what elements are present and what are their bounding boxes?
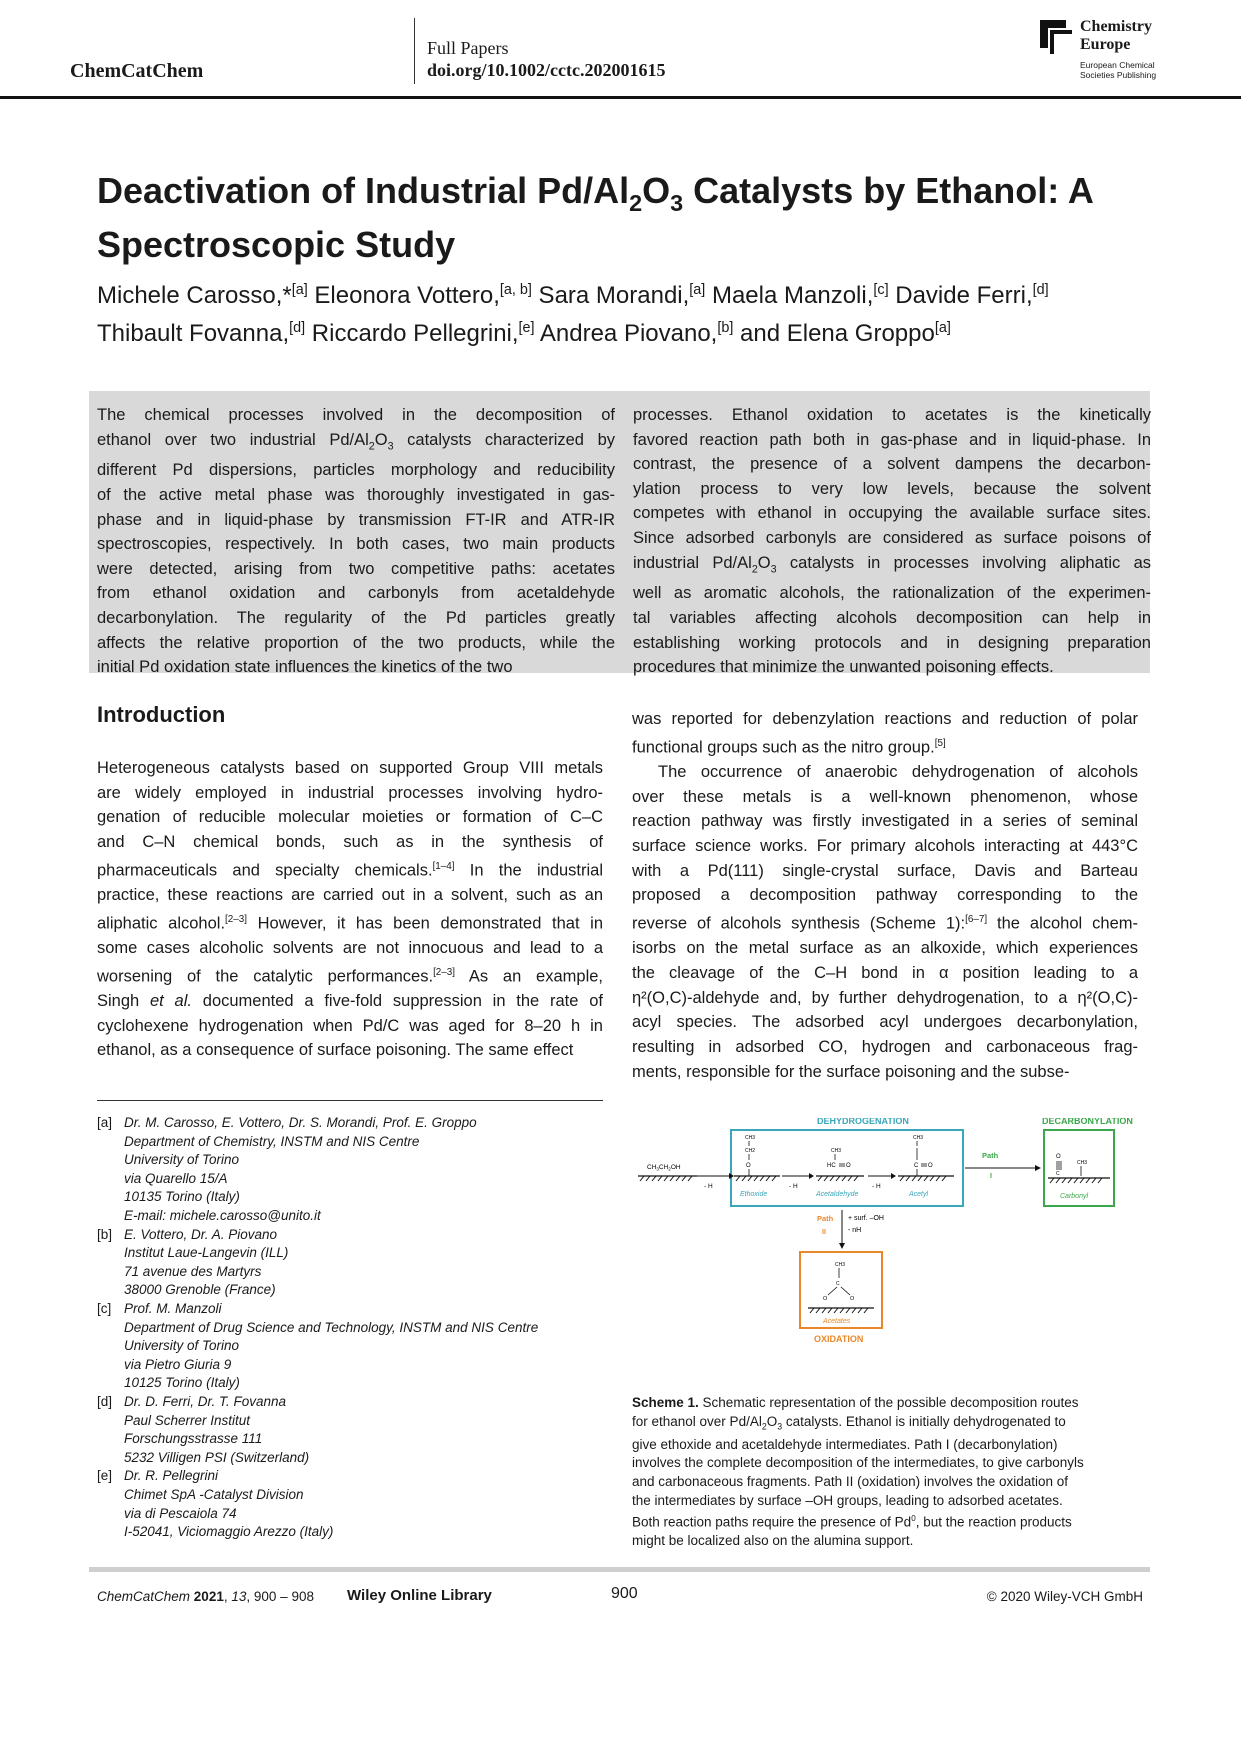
text-line: from ethanol oxidation and carbonyls from acetaldehyde <box>97 584 615 603</box>
author-line <box>97 312 1157 350</box>
text-line: different Pd dispersions, particles morphology and reducibility <box>97 461 615 480</box>
author-name: Riccardo Pellegrini, <box>305 320 519 347</box>
affiliation-line: University of Torino <box>124 1152 240 1168</box>
text-line: surface science works. For primary alcohols interacting at 443°C <box>632 837 1138 856</box>
header-divider <box>414 18 415 84</box>
affiliation-line: Department of Drug Science and Technology, INSTM and NIS Centre <box>124 1319 539 1335</box>
text-line: cyclohexene hydrogenation when Pd/C was aged for 8–20 h in <box>97 1016 603 1035</box>
affiliation-line: Dr. M. Carosso, E. Vottero, Dr. S. Morandi, Prof. E. Groppo <box>124 1115 477 1130</box>
affiliation-line: via Quarello 15/A <box>124 1170 228 1186</box>
author-affiliation: [a] <box>291 282 308 298</box>
logo-line2: Europe <box>1080 36 1131 53</box>
footer-year: 2021 <box>193 1589 224 1604</box>
path2-label: Path <box>817 1214 834 1223</box>
formula-o: O <box>823 1296 828 1302</box>
footer-pages: 900 – 908 <box>253 1589 314 1604</box>
text-line: The occurrence of anaerobic dehydrogenation of alcohols <box>658 762 1138 781</box>
title-line2: Spectroscopic Study <box>97 224 456 266</box>
text-line: favored reaction path both in gas-phase and in liquid-phase. In <box>633 430 1151 449</box>
acetaldehyde-label: Acetaldehyde <box>816 1191 859 1198</box>
title-sub: 2 <box>629 190 643 217</box>
formula-o: O <box>928 1163 933 1169</box>
minus-nh-label: - nH <box>848 1227 862 1234</box>
author-name: Maela Manzoli, <box>705 282 874 309</box>
caption-line: for ethanol over $Pd/Al_2O_3$ catalysts. Ethanol is initially dehydrogenated to <box>632 1413 1066 1432</box>
title-sub: 3 <box>670 190 684 217</box>
author-affiliation: [e] <box>518 320 535 336</box>
text-line: were detected, arising from two competitive paths: acetates <box>97 559 615 578</box>
acetyl-label: Acetyl <box>909 1191 929 1198</box>
author-affiliation: [d] <box>289 320 306 336</box>
surface-hatch <box>736 1176 776 1181</box>
text-line: functional groups such as the nitro group.[5] <box>632 737 946 757</box>
caption-line: Both reaction paths require the presence of Pd$^0$, but the reaction products <box>632 1514 1072 1530</box>
affiliation-line: Chimet SpA -Catalyst Division <box>124 1486 304 1502</box>
chemistry-europe-logo-icon <box>1040 20 1074 56</box>
text-line: procedures that minimize the unwanted poisoning effects. <box>633 658 1054 677</box>
oxidation-label: OXIDATION <box>814 1334 864 1344</box>
text-line: The chemical processes involved in the decomposition of <box>97 406 615 424</box>
affiliation-line: Forschungsstrasse 111 <box>124 1431 263 1447</box>
path2-num: II <box>822 1229 826 1236</box>
reactant-label: $CH_3CH_2OH$ <box>647 1164 681 1172</box>
affiliation-line: 38000 Grenoble (France) <box>124 1282 276 1298</box>
affiliation-line: 10135 Torino (Italy) <box>124 1189 240 1205</box>
text-line: over these metals is a well-known phenomenon, whose <box>632 787 1138 806</box>
author-name: Sara Morandi, <box>531 282 690 309</box>
text-line: acyl species. The adsorbed acyl undergoes decarbonylation, <box>632 1013 1138 1032</box>
author-name: Thibault Fovanna, <box>97 320 290 347</box>
affiliation-line: via Pietro Giuria 9 <box>124 1356 232 1372</box>
wiley-online-library-link[interactable]: Wiley Online Library <box>347 1587 492 1604</box>
text-line: contrast, the presence of a solvent dampens the decarbon- <box>633 455 1151 474</box>
intro-right-column <box>632 707 1138 1085</box>
affiliation-tag: [c] <box>97 1301 112 1316</box>
page-number: 900 <box>611 1585 638 1602</box>
affiliation-line: E. Vottero, Dr. A. Piovano <box>124 1226 278 1242</box>
dehydrogenation-label: DEHYDROGENATION <box>817 1118 909 1126</box>
scheme-1-figure <box>632 1118 1142 1368</box>
email-link[interactable]: E-mail: michele.carosso@unito.it <box>124 1208 321 1223</box>
text-line: practice, these reactions are carried out in a solvent, such as an <box>97 886 603 905</box>
author-name: Michele Carosso,* <box>97 282 292 309</box>
formula-ch3: CH3 <box>1077 1160 1088 1166</box>
text-line: ethanol, as a consequence of surface poisoning. The same effect <box>97 1041 574 1060</box>
formula-o: O <box>746 1163 751 1169</box>
text-line: ments, responsible for the surface poisoning and the subse- <box>632 1062 1070 1081</box>
formula-hc: HC <box>827 1163 836 1169</box>
surf-oh-label: + surf. –OH <box>848 1215 884 1222</box>
caption-line: Scheme 1. Schematic representation of the possible decomposition routes <box>632 1395 1079 1410</box>
affiliation-line: 10125 Torino (Italy) <box>124 1375 240 1391</box>
text-line: phase and in liquid-phase by transmission FT-IR and ATR-IR <box>97 510 615 529</box>
text-line: aliphatic alcohol.[2–3] However, it has been demonstrated that in <box>97 913 603 933</box>
text-line: reverse of alcohols synthesis (Scheme 1):[6–7] the alcohol chem- <box>632 914 1138 933</box>
text-line: affects the relative proportion of the two products, while the <box>97 633 615 652</box>
footnote-rule <box>97 1100 603 1101</box>
formula-ch3: CH3 <box>745 1135 756 1141</box>
author-name: and Elena Groppo <box>733 320 935 347</box>
text-line: processes. Ethanol oxidation to acetates is the kinetically <box>633 406 1151 424</box>
affiliation-line: Prof. M. Manzoli <box>124 1301 222 1316</box>
journal-name: ChemCatChem <box>70 60 204 82</box>
logo-sub1: European Chemical <box>1080 60 1155 70</box>
affiliation-line: Dr. R. Pellegrini <box>124 1468 219 1484</box>
arrow-head <box>1035 1165 1041 1171</box>
text-line: Heterogeneous catalysts based on supported Group VIII metals <box>97 759 603 777</box>
minus-h-label: - H <box>704 1183 713 1190</box>
affiliation-line: Paul Scherrer Institut <box>124 1412 251 1428</box>
text-line: the cleavage of the C–H bond in α position leading to a <box>632 964 1138 983</box>
title-part: Catalysts by Ethanol: A <box>683 170 1094 211</box>
text-line: η²(O,C)-aldehyde and, by further dehydrogenation, to a η²(O,C)- <box>632 988 1138 1007</box>
doi-link[interactable]: doi.org/10.1002/cctc.202001615 <box>427 60 666 80</box>
surface-hatch <box>1050 1178 1102 1183</box>
intro-left-column <box>97 756 603 1063</box>
decarbonylation-label: DECARBONYLATION <box>1042 1118 1133 1126</box>
author-affiliation: [a, b] <box>499 282 532 298</box>
arrow-head <box>839 1243 845 1249</box>
text-line: ylation process to very low levels, because the solvent <box>633 479 1151 498</box>
bond <box>828 1287 837 1295</box>
text-line: of the active metal phase was thoroughly investigated in gas- <box>97 486 615 505</box>
author-name: Eleonora Vottero, <box>307 282 500 309</box>
text-line: industrial $Pd/Al_2O_3$ catalysts in processes involving aliphatic as <box>633 553 1151 575</box>
arrow-head <box>809 1173 814 1179</box>
logo-line1: Chemistry <box>1080 18 1152 35</box>
path1-label: Path <box>982 1151 999 1160</box>
text-line: tal variables affecting alcohols decomposition can help in <box>633 609 1151 628</box>
abstract-left-column <box>97 403 615 680</box>
acetates-label: Acetates <box>823 1318 851 1325</box>
footer-bar <box>89 1567 1150 1572</box>
formula-o: O <box>846 1163 851 1169</box>
affiliation-tag: [a] <box>97 1115 113 1130</box>
footer-journal: ChemCatChem <box>97 1589 191 1604</box>
caption-line: involves the complete decomposition of the intermediates, to give carbonyls <box>632 1455 1084 1471</box>
formula-ch3: CH3 <box>831 1148 842 1154</box>
affiliation-line: Dr. D. Ferri, Dr. T. Fovanna <box>124 1394 287 1409</box>
caption-line: and carbonaceous fragments. Path II (oxidation) involves the oxidation of <box>632 1474 1069 1490</box>
text-line: was reported for debenzylation reactions and reduction of polar <box>632 710 1138 728</box>
author-line <box>97 274 1157 312</box>
text-line: genation of reducible molecular moieties or formation of C–C <box>97 808 603 827</box>
text-line: initial Pd oxidation state influences the kinetics of the two <box>97 658 513 677</box>
text-line: are widely employed in industrial processes involving hydro- <box>97 783 603 802</box>
minus-h-label: - H <box>872 1183 881 1190</box>
affiliation-line: Department of Chemistry, INSTM and NIS Centre <box>124 1133 420 1149</box>
ethoxide-label: Ethoxide <box>740 1191 768 1198</box>
author-list <box>97 274 1157 350</box>
author-affiliation: [d] <box>1032 282 1049 298</box>
text-line: well as aromatic alcohols, the rationalization of the experimen- <box>633 584 1151 603</box>
affiliation-line: I-52041, Viciomaggio Arezzo (Italy) <box>124 1524 334 1540</box>
text-line: ethanol over two industrial $Pd/Al_2O_3$ catalysts characterized by <box>97 430 615 452</box>
article-title <box>97 170 1157 266</box>
affiliation-tag: [d] <box>97 1394 113 1409</box>
caption-label: Scheme 1. <box>632 1395 699 1410</box>
abstract-right-column <box>633 403 1151 680</box>
text-line: spectroscopies, respectively. In both cases, two main products <box>97 535 615 554</box>
logo-sub2: Societies Publishing <box>1080 70 1157 80</box>
affiliation-line: University of Torino <box>124 1338 240 1354</box>
author-affiliation: [a] <box>689 282 706 298</box>
article-type: Full Papers <box>427 38 509 58</box>
minus-h-label: - H <box>789 1183 798 1190</box>
formula-o: O <box>850 1296 855 1302</box>
caption-line: the intermediates by surface –OH groups, leading to adsorbed acetates. <box>632 1492 1063 1508</box>
author-name: Davide Ferri, <box>888 282 1033 309</box>
text-line: proposed a decomposition pathway corresponding to the <box>632 886 1138 905</box>
scheme-caption <box>632 1394 1142 1551</box>
title-part: O <box>642 170 671 211</box>
path1-num: I <box>990 1173 992 1180</box>
text-line: worsening of the catalytic performances.[2–3] As an example, <box>97 966 603 986</box>
section-heading-introduction: Introduction <box>97 702 226 727</box>
formula-ch3: CH3 <box>913 1135 924 1141</box>
text-line: isorbs on the metal surface as an alkoxide, which experiences <box>632 939 1138 958</box>
formula-o: O <box>1056 1154 1061 1160</box>
affiliation-line: 5232 Villigen PSI (Switzerland) <box>124 1449 310 1465</box>
formula-ch3: CH3 <box>835 1262 846 1268</box>
affiliation-tag: [b] <box>97 1226 113 1242</box>
abstract-box <box>89 391 1151 677</box>
text-line: pharmaceuticals and specialty chemicals.[1–4] In the industrial <box>97 860 603 880</box>
author-affiliation: [c] <box>873 282 889 298</box>
surface-hatch <box>900 1176 946 1181</box>
arrow-head <box>891 1173 896 1179</box>
text-line: Since adsorbed carbonyls are considered as surface poisons of <box>633 528 1151 547</box>
surface-hatch <box>640 1176 692 1181</box>
copyright: © 2020 Wiley-VCH GmbH <box>986 1589 1143 1604</box>
text-line: decarbonylation. The regularity of the Pd particles greatly <box>97 609 615 628</box>
formula-ch2: CH2 <box>745 1148 756 1154</box>
affiliation-line: via di Pescaiola 74 <box>124 1505 237 1521</box>
text-line: some cases alcoholic solvents are not innocuous and lead to a <box>97 938 603 957</box>
title-part: Deactivation of Industrial Pd/Al <box>97 170 630 211</box>
footer-citation: ChemCatChem 2021, 13, 900 – 908 <box>97 1589 314 1604</box>
text-line: reaction pathway was firstly investigated in a series of seminal <box>632 812 1138 831</box>
text-line: competes with ethanol in occupying the available surface sites. <box>633 504 1151 523</box>
surface-hatch <box>810 1308 868 1313</box>
formula-c: C <box>1056 1171 1060 1177</box>
affiliation-tag: [e] <box>97 1468 113 1484</box>
text-line: establishing working protocols and in designing preparation <box>633 633 1151 652</box>
formula-c: C <box>914 1163 919 1169</box>
bond <box>841 1287 850 1295</box>
author-affiliation: [b] <box>717 320 734 336</box>
author-affiliation: [a] <box>934 320 951 336</box>
footer-volume: 13 <box>231 1589 247 1604</box>
author-name: Andrea Piovano, <box>534 320 718 347</box>
text-line: with a Pd(111) single-crystal surface, Davis and Barteau <box>632 861 1138 880</box>
text-line: resulting in adsorbed CO, hydrogen and carbonaceous frag- <box>632 1038 1138 1057</box>
text-line: and C–N chemical bonds, such as in the synthesis of <box>97 833 603 852</box>
caption-line: might be localized also on the alumina support. <box>632 1533 914 1549</box>
carbonyl-label: Carbonyl <box>1060 1193 1089 1200</box>
text-line: Singh et al. documented a five-fold suppression in the rate of <box>97 991 603 1010</box>
header-rule <box>0 96 1241 99</box>
surface-hatch <box>818 1176 858 1181</box>
affiliation-line: Institut Laue-Langevin (ILL) <box>124 1245 289 1261</box>
formula-c: C <box>836 1281 840 1287</box>
affiliation-line: 71 avenue des Martyrs <box>124 1263 262 1279</box>
caption-line: give ethoxide and acetaldehyde intermediates. Path I (decarbonylation) <box>632 1436 1058 1452</box>
